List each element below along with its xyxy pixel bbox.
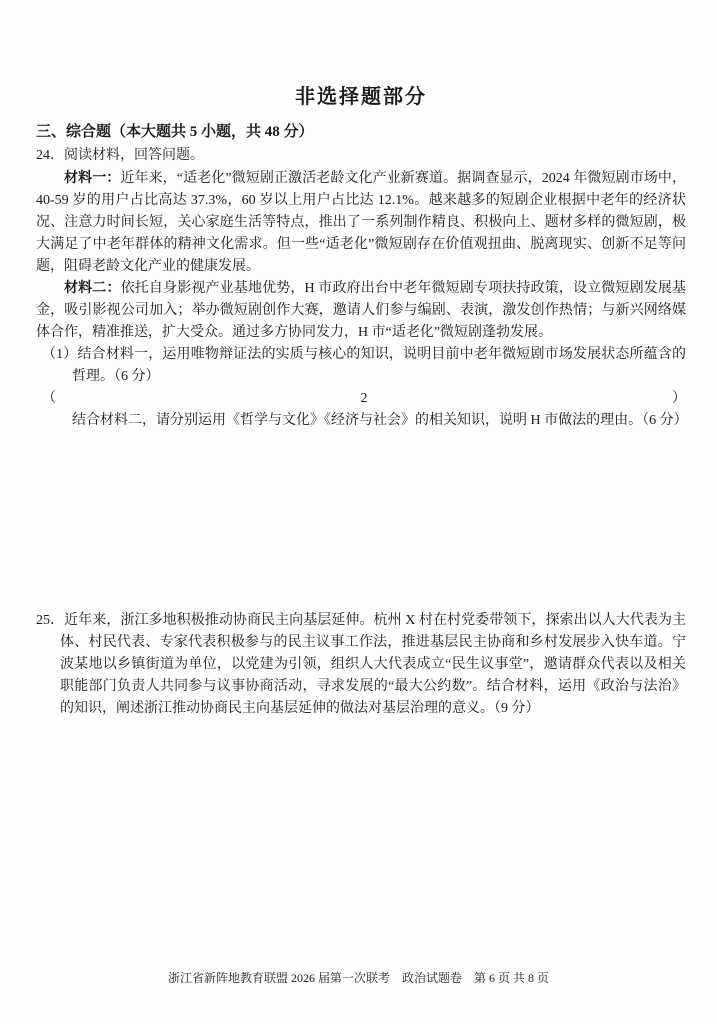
page-title: 非选择题部分	[295, 86, 427, 108]
question-24-stem: 24．阅读材料，回答问题。	[36, 148, 204, 163]
question-24-sub-1	[42, 344, 686, 388]
question-24-sub-2	[42, 388, 686, 432]
material-1-text: 近年来，“适老化”微短剧正激活老龄文化产业新赛道。据调查显示，2024 年微短剧市场中，40-59 岁的用户占比高达 37.3%，60 岁以上用户占比达 12.1%。越来越多的短剧企业根据中老年的经济状况、注意力时间长短，关心家庭生活等特点，推出了一系列制作精良、积极向上、题材多样的微短剧，极大满足了中老年群体的精神文化需求。但一些“适老化”微短剧存在价值观扭曲、脱离现实、创新不足等问题，阻碍老龄文化产业的健康发展。	[36, 171, 687, 274]
material-2-label: 材料二：	[64, 281, 121, 296]
question-25-marker: 25．	[36, 613, 65, 628]
question-24-material-1	[36, 168, 686, 278]
page-footer: 浙江省新阵地教育联盟 2026 届第一次联考 政治试题卷 第 6 页 共 8 页	[167, 971, 549, 985]
page-content	[36, 84, 686, 720]
section-heading: 三、综合题（本大题共 5 小题，共 48 分）	[36, 124, 314, 140]
question-25	[36, 610, 686, 720]
question-25-text: 近年来，浙江多地积极推动协商民主向基层延伸。杭州 X 村在村党委带领下，探索出以人大代表为主体、村民代表、专家代表积极参与的民主议事工作法，推进基层民主协商和乡村发展步入快车道。宁波某地以乡镇街道为单位，以党建为引领，组织人大代表成立“民生议事堂”，邀请群众代表以及相关职能部门负责人共同参与议事协商活动，寻求发展的“最大公约数”。结合材料，运用《政治与法治》的知识，阐述浙江推动协商民主向基层延伸的做法对基层治理的意义。（9 分）	[60, 613, 687, 716]
sub-2-text: 结合材料二，请分别运用《哲学与文化》《经济与社会》的相关知识，说明 H 市做法的理由。（6 分）	[72, 413, 688, 428]
sub-1-marker: （1）	[42, 347, 78, 362]
material-1-label: 材料一：	[64, 171, 121, 186]
sub-2-marker: （2）	[42, 391, 686, 406]
sub-1-text: 结合材料一，运用唯物辩证法的实质与核心的知识，说明目前中老年微短剧市场发展状态所蕴含的哲理。（6 分）	[72, 347, 686, 384]
material-2-text: 依托自身影视产业基地优势，H 市政府出台中老年微短剧专项扶持政策，设立微短剧发展基金，吸引影视公司加入；举办微短剧创作大赛，邀请人们参与编剧、表演，激发创作热情；与新兴网络媒体合作，精准推送，扩大受众。通过多方协同发力，H 市“适老化”微短剧蓬勃发展。	[36, 281, 687, 340]
question-24-material-2	[36, 278, 686, 344]
